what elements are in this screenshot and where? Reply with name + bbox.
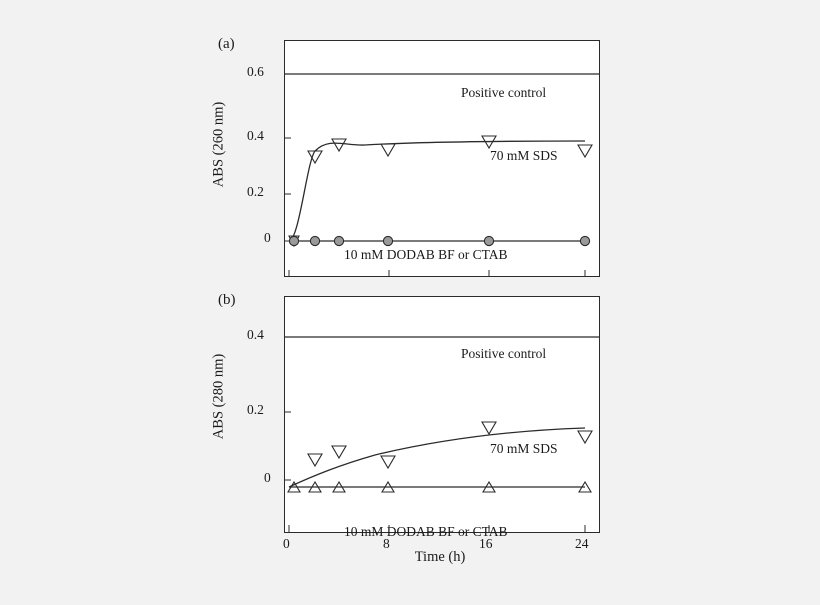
panel-a-y-ticks	[285, 74, 291, 241]
panel-a-x-ticks	[289, 270, 585, 276]
panel-b-sds-fit-curve	[289, 428, 585, 487]
panel-b-annotation-sds: 70 mM SDS	[490, 441, 558, 456]
panel-b-xtick-24: 24	[575, 536, 589, 551]
panel-a-label: (a)	[218, 36, 235, 52]
panel-b-x-axis-title: Time (h)	[414, 549, 466, 565]
panel-b-svg	[285, 297, 599, 532]
panel-b-ytick-0.2: 0.2	[247, 402, 264, 417]
panel-b-ytick-0: 0	[264, 470, 271, 485]
panel-a-ytick-0.6: 0.6	[247, 64, 264, 79]
panel-a-annotation-sds: 70 mM SDS	[490, 148, 558, 163]
panel-a-annotation-positive-control: Positive control	[461, 85, 547, 100]
panel-a-annotation-dodab-ctab: 10 mM DODAB BF or CTAB	[344, 247, 508, 262]
panel-a-ytick-0.2: 0.2	[247, 184, 264, 199]
panel-a-ytick-0.4: 0.4	[247, 128, 264, 143]
panel-b-xtick-0: 0	[283, 536, 290, 551]
panel-b-y-axis-title: ABS (280 nm)	[210, 353, 227, 440]
panel-b-ytick-0.4: 0.4	[247, 327, 264, 342]
panel-b-xtick-8: 8	[383, 536, 390, 551]
panel-b-xtick-16: 16	[479, 536, 493, 551]
panel-b-annotation-positive-control: Positive control	[461, 346, 547, 361]
panel-a-y-axis-title: ABS (260 nm)	[210, 101, 227, 188]
panel-b-annotation-dodab-ctab: 10 mM DODAB BF or CTAB	[344, 524, 508, 539]
panel-a-ytick-0: 0	[264, 230, 271, 245]
panel-b-plot-area	[284, 296, 600, 533]
panel-b-label: (b)	[218, 292, 236, 308]
panel-b-y-ticks	[285, 337, 291, 480]
